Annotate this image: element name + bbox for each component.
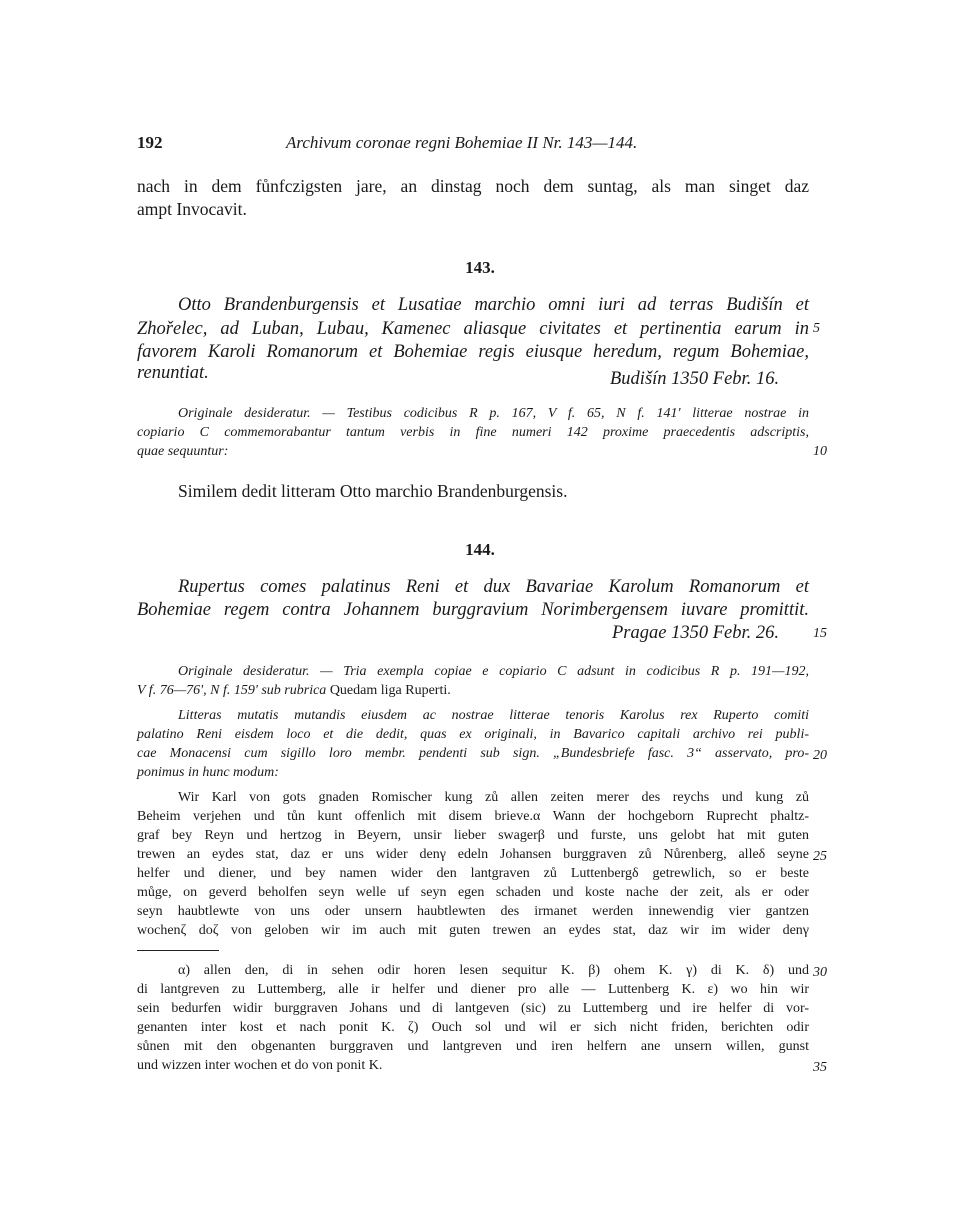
- line-number-5: 5: [813, 321, 820, 336]
- note2-144-line-1: Litteras mutatis mutandis eiusdem ac nostrae litterae tenoris Karolus rex Ruperto comiti: [178, 708, 809, 723]
- text-144-line-1: Wir Karl von gots gnaden Romischer kung zů allen zeiten merer des reychs und kung zů: [178, 790, 809, 805]
- page-number: 192: [137, 133, 163, 152]
- footnote-line-3: sein bedurfen widir burggraven Johans und di lantgeven (sic) zu Luttemberg und ire helfer di vor-: [137, 1001, 809, 1016]
- line-number-15: 15: [813, 626, 827, 641]
- regest-144-line-1: Rupertus comes palatinus Reni et dux Bavariae Karolum Romanorum et: [178, 577, 809, 597]
- note-143-line-3: quae sequuntur:: [137, 444, 229, 459]
- regest-143-line-2: Zhořelec, ad Luban, Lubau, Kamenec aliasque civitates et pertinentia earum in: [137, 319, 809, 339]
- footnote-line-6: und wizzen inter wochen et do von ponit K.: [137, 1058, 383, 1073]
- intro-line-2: ampt Invocavit.: [137, 199, 247, 219]
- running-title: Archivum coronae regni Bohemiae II Nr. 143—144.: [286, 133, 638, 152]
- intro-line-1: nach in dem fůnfczigsten jare, an dinstag noch dem suntag, als man singet daz: [137, 176, 809, 196]
- footnote-line-4: genanten inter kost et nach ponit K. ζ) Ouch sol und wil er sich nicht friden, berichten odir: [137, 1020, 809, 1035]
- footnote-line-1: α) allen den, di in sehen odir horen lesen sequitur K. β) ohem K. γ) di K. δ) und: [178, 963, 809, 978]
- text-144-line-6: můge, on geverd beholfen seyn welle uf seyn egen schaden und koste nache der zeit, als er oder: [137, 885, 809, 900]
- document-number-143: 143.: [465, 258, 495, 277]
- note-144-line-2-roman: Quedam liga Ruperti.: [329, 683, 451, 698]
- line-number-10: 10: [813, 444, 827, 459]
- regest-143-line-4: renuntiat.: [137, 363, 209, 383]
- regest-143-line-3: favorem Karoli Romanorum et Bohemiae regis eiusque heredum, regum Bohemiae,: [137, 342, 809, 362]
- text-144-line-5: helfer und diener, und bey namen wider den lantgraven zů Luttenbergδ getrewlich, so er beste: [137, 866, 809, 881]
- line-number-20: 20: [813, 748, 827, 763]
- footnote-rule: [137, 950, 219, 951]
- line-number-30: 30: [813, 965, 827, 980]
- note-144-line-2-italic: V f. 76—76', N f. 159' sub rubrica: [137, 683, 327, 698]
- text-144-line-3: graf bey Reyn und hertzog in Beyern, unsir lieber swagerβ und furste, uns gelobt hat mit guten: [137, 828, 809, 843]
- note2-144-line-2: palatino Reni eisdem loco et die dedit, quas ex originali, in Bavarico capitali archivo rei publi-: [137, 727, 809, 742]
- regest-143-line-1: Otto Brandenburgensis et Lusatiae marchio omni iuri ad terras Budišín et: [178, 295, 809, 315]
- document-number-144: 144.: [465, 540, 495, 559]
- note-143-line-1: Originale desideratur. — Testibus codicibus R p. 167, V f. 65, N f. 141' litterae nostrae in: [178, 406, 809, 421]
- note-143-line-2: copiario C commemorabantur tantum verbis in fine numeri 142 proxime praecedentis adscriptis,: [137, 425, 809, 440]
- text-143: Similem dedit litteram Otto marchio Brandenburgensis.: [178, 481, 568, 501]
- footnote-line-2: di lantgreven zu Luttemberg, alle ir helfer und diener pro alle — Luttenberg K. ε) wo hin wir: [137, 982, 809, 997]
- text-144-line-8: wochenζ doζ von geloben wir im auch mit guten trewen an eydes stat, daz wir im wider denγ: [137, 923, 809, 938]
- text-144-line-2: Beheim verjehen und tůn kunt offenlich mit disem brieve.α Wann der hochgeborn Ruprecht phaltz-: [137, 809, 809, 824]
- regest-144-line-2: Bohemiae regem contra Johannem burggravium Norimbergensem iuvare promittit.: [137, 600, 809, 620]
- text-144-line-7: seyn haubtlewte von uns oder unsern haubtlewten des irmanet werden innewendig vier gantzen: [137, 904, 809, 919]
- line-number-25: 25: [813, 849, 827, 864]
- note2-144-line-4: ponimus in hunc modum:: [137, 765, 279, 780]
- place-date-143: Budišín 1350 Febr. 16.: [610, 369, 780, 389]
- note-144-line-2: [137, 683, 451, 699]
- line-number-35: 35: [813, 1060, 827, 1075]
- footnote-line-5: sůnen mit den obgenanten burggraven und lantgreven und iren helfern ane unsern willen, gunst: [137, 1039, 809, 1054]
- text-144-line-4: trewen an eydes stat, daz er uns wider denγ edeln Johansen burggraven zů Nůrenberg, alleδ seyne: [137, 847, 809, 862]
- note2-144-line-3: cae Monacensi cum sigillo loro membr. pendenti sub sign. „Bundesbriefe fasc. 3“ asservato, pro-: [137, 746, 809, 761]
- note-144-line-1: Originale desideratur. — Tria exempla copiae e copiario C adsunt in codicibus R p. 191—192,: [178, 664, 809, 679]
- place-date-144: Pragae 1350 Febr. 26.: [612, 623, 779, 643]
